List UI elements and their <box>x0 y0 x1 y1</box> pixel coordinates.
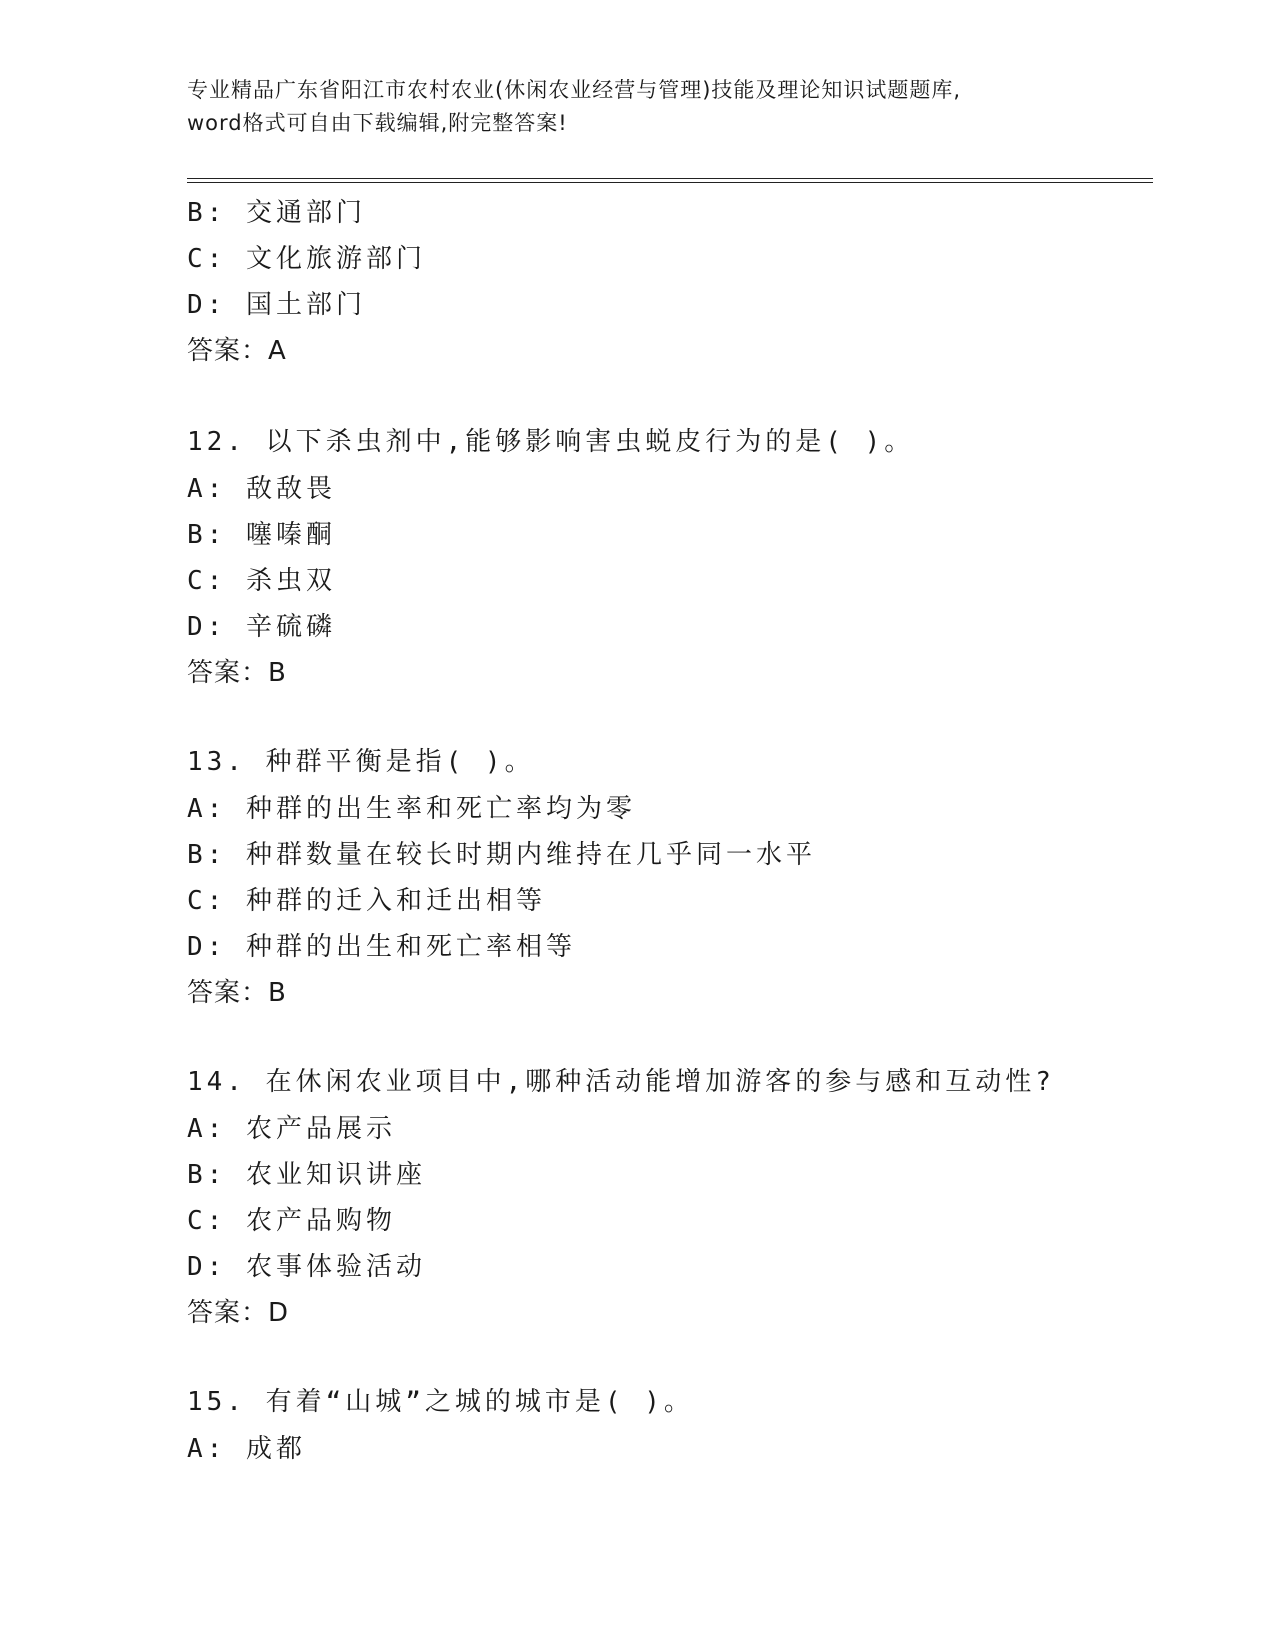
q13-option-a: A: 种群的出生率和死亡率均为零 <box>187 794 636 824</box>
spacer <box>187 1336 1147 1378</box>
q12-option-d: D: 辛硫磷 <box>187 612 336 642</box>
document-header <box>187 74 1087 140</box>
spacer <box>187 1016 1147 1058</box>
q13-question: 13. 种群平衡是指( )。 <box>187 747 535 777</box>
q14-question: 14. 在休闲农业项目中,哪种活动能增加游客的参与感和互动性? <box>187 1067 1055 1097</box>
spacer <box>187 374 1147 418</box>
q11-option-b: B: 交通部门 <box>187 198 366 228</box>
q13-option-c: C: 种群的迁入和迁出相等 <box>187 886 546 916</box>
q15-option-a: A: 成都 <box>187 1434 306 1464</box>
q13-answer: 答案：B <box>187 978 287 1008</box>
question-list <box>187 190 1147 1472</box>
q13-option-d: D: 种群的出生和死亡率相等 <box>187 932 576 962</box>
q11-option-d: D: 国土部门 <box>187 290 366 320</box>
q14-option-c: C: 农产品购物 <box>187 1206 396 1236</box>
q14-option-a: A: 农产品展示 <box>187 1114 396 1144</box>
q11-option-c: C: 文化旅游部门 <box>187 244 426 274</box>
q12-option-c: C: 杀虫双 <box>187 566 336 596</box>
q12-option-a: A: 敌敌畏 <box>187 474 336 504</box>
q15-question: 15. 有着“山城”之城的城市是( )。 <box>187 1387 694 1417</box>
header-title-line-1: 专业精品广东省阳江市农村农业(休闲农业经营与管理)技能及理论知识试题题库, <box>187 78 962 102</box>
q12-question: 12. 以下杀虫剂中,能够影响害虫蜕皮行为的是( )。 <box>187 427 915 457</box>
q14-option-d: D: 农事体验活动 <box>187 1252 426 1282</box>
q12-option-b: B: 噻嗪酮 <box>187 520 336 550</box>
header-divider-bottom <box>187 182 1153 183</box>
q12-answer: 答案：B <box>187 658 287 688</box>
q13-option-b: B: 种群数量在较长时期内维持在几乎同一水平 <box>187 840 816 870</box>
q11-answer: 答案：A <box>187 336 287 366</box>
q14-option-b: B: 农业知识讲座 <box>187 1160 426 1190</box>
header-title-line-2: word格式可自由下载编辑,附完整答案! <box>187 111 568 135</box>
header-divider-top <box>187 178 1153 179</box>
spacer <box>187 696 1147 738</box>
q14-answer: 答案：D <box>187 1298 290 1328</box>
